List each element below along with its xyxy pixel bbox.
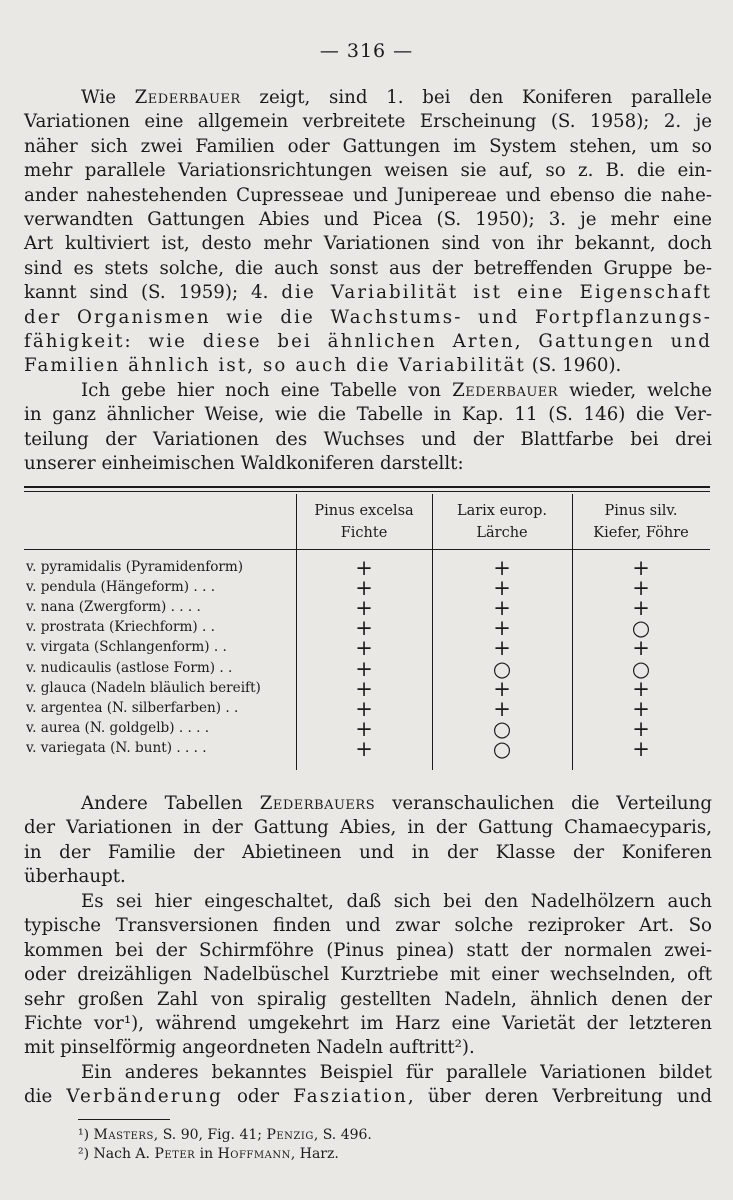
table-cell-mark: + [493,556,511,580]
table-cell-mark: + [632,696,650,721]
text-line: Familien ähnlich ist, so auch die Variabilität (S. 1960). [24,355,622,377]
table-cell-mark: + [632,716,650,741]
text-line: der Variationen in der Gattung Abies, in der Gattung Chamaecyparis, [24,817,712,839]
table-cell-mark: ○ [631,616,651,641]
table-cell-mark: + [355,716,373,741]
table-cell-mark: + [493,576,511,601]
table-cell-mark: + [355,556,373,580]
table-cell-mark: + [355,676,373,701]
text-line: überhaupt. [24,866,126,888]
table-row-label: v. pendula (Hängeform) . . . [26,579,216,596]
text-line: der Organismen wie die Wachstums- und Fortpflanzungs- [24,306,712,328]
table-top-rule-thin [24,491,710,492]
table-cell-mark: + [355,696,373,721]
text-line: näher sich zwei Familien oder Gattungen im System stehen, um so [24,135,712,157]
text-line: Ich gebe hier noch eine Tabelle von Zederbauer wieder, welche [81,380,712,401]
text-line: oder dreizähligen Nadelbüschel Kurztriebe mit einer wechselnden, oft [24,964,712,986]
table-cell-mark: + [493,596,511,621]
table-cell-mark: + [493,616,511,641]
table-row-label: v. argentea (N. silberfarben) . . [26,699,239,716]
table-cell-mark: + [355,576,373,601]
table-cell-mark: ○ [492,716,512,741]
table-row-label: v. prostrata (Kriechform) . . [26,619,215,636]
column-header-pinus-silv: Pinus silv. Kiefer, Föhre [593,503,689,541]
table-cell-mark: + [493,636,511,661]
table-row-label: v. glauca (Nadeln bläulich bereift) [26,679,261,696]
footnote-rule [78,1119,170,1120]
text-line: verwandten Gattungen Abies und Picea (S. 1950); 3. je mehr eine [24,208,712,230]
paragraph-5 [24,1061,712,1110]
text-line: sehr großen Zahl von spiralig gestellten Nadeln, ähnlich denen der [24,988,712,1010]
text-line: kannt sind (S. 1959); 4. die Variabilität ist eine Eigenschaft [24,282,713,304]
column-header-pinus-excelsa: Pinus excelsa Fichte [314,503,414,541]
paragraph-1 [24,86,712,379]
footnotes [78,1126,372,1164]
table-cell-mark: ○ [492,656,512,681]
table-cell-mark: + [355,636,373,661]
table-cell-mark: + [632,636,650,661]
text-line: Andere Tabellen Zederbauers veranschaulichen die Verteilung [81,793,712,814]
table-row-label: v. nudicaulis (astlose Form) . . [26,659,233,676]
text-line: typische Transversionen finden und zwar solche reziproker Art. So [24,915,712,937]
table-cell-mark: + [632,576,650,601]
text-line: Es sei hier eingeschaltet, daß sich bei den Nadelhölzern auch [81,891,712,912]
text-line: in ganz ähnlicher Weise, wie die Tabelle in Kap. 11 (S. 146) die Ver- [24,404,712,426]
table-cell-mark: + [632,556,650,580]
text-line: kommen bei der Schirmföhre (Pinus pinea) statt der normalen zwei- [24,939,712,961]
table-cell-mark: ○ [492,736,512,761]
paragraph-2 [24,379,712,477]
text-line: Variationen eine allgemein verbreitete Erscheinung (S. 1958); 2. je [24,111,712,133]
table-row-label: v. virgata (Schlangenform) . . [26,639,227,656]
text-line: mehr parallele Variationsrichtungen weisen sie auf, so z. B. die ein- [24,160,712,182]
table-cell-mark: + [493,696,511,721]
table-header-rule [24,549,710,550]
variation-table [24,486,710,771]
table-row-label: v. nana (Zwergform) . . . . [26,599,201,616]
text-line: Ein anderes bekanntes Beispiel für parallele Variationen bildet [81,1062,712,1083]
text-line: Art kultiviert ist, desto mehr Variationen sind von ihr bekannt, doch [24,233,712,255]
table-cell-mark: + [493,676,511,701]
paragraph-4 [24,890,712,1061]
text-line: teilung der Variationen des Wuchses und der Blattfarbe bei drei [24,428,712,450]
table-cell-mark: + [355,596,373,621]
table-row-label: v. variegata (N. bunt) . . . . [26,739,207,756]
footnote-2: ²) Nach A. Peter in Hoffmann, Harz. [78,1146,339,1162]
text-line: ander nahestehenden Cupresseae und Junipereae und ebenso die nahe- [24,184,712,206]
table-cell-mark: ○ [631,656,651,681]
table-cell-mark: + [632,596,650,621]
column-header-larix: Larix europ. Lärche [456,503,548,541]
table-cell-mark: + [355,616,373,641]
page-number: — 316 — [319,40,414,62]
text-line: in der Familie der Abietineen und in der Klasse der Koniferen [24,841,712,863]
table-row-label: v. pyramidalis (Pyramidenform) [26,559,244,575]
text-line: unserer einheimischen Waldkoniferen darstellt: [24,453,464,475]
table-cell-mark: + [632,736,650,761]
text-line: sind es stets solche, die auch sonst aus der betreffenden Gruppe be- [24,257,712,279]
table-row-label: v. aurea (N. goldgelb) . . . . [26,719,210,736]
text-line: mit pinselförmig angeordneten Nadeln auftritt²). [24,1037,475,1059]
table-cell-mark: + [355,736,373,761]
text-line: die Verbänderung oder Fasziation, über deren Verbreitung und [24,1086,712,1108]
footnote-1: ¹) Masters, S. 90, Fig. 41; Penzig, S. 496. [78,1127,372,1143]
text-line: Wie Zederbauer zeigt, sind 1. bei den Koniferen parallele [81,87,712,108]
table-top-rule [24,486,710,488]
text-line: Fichte vor¹), während umgekehrt im Harz eine Varietät der letzteren [24,1012,712,1034]
table-cell-mark: + [632,676,650,701]
paragraph-3 [24,792,712,890]
text-line: fähigkeit: wie diese bei ähnlichen Arten, Gattungen und [24,330,712,352]
table-cell-mark: + [355,656,373,681]
